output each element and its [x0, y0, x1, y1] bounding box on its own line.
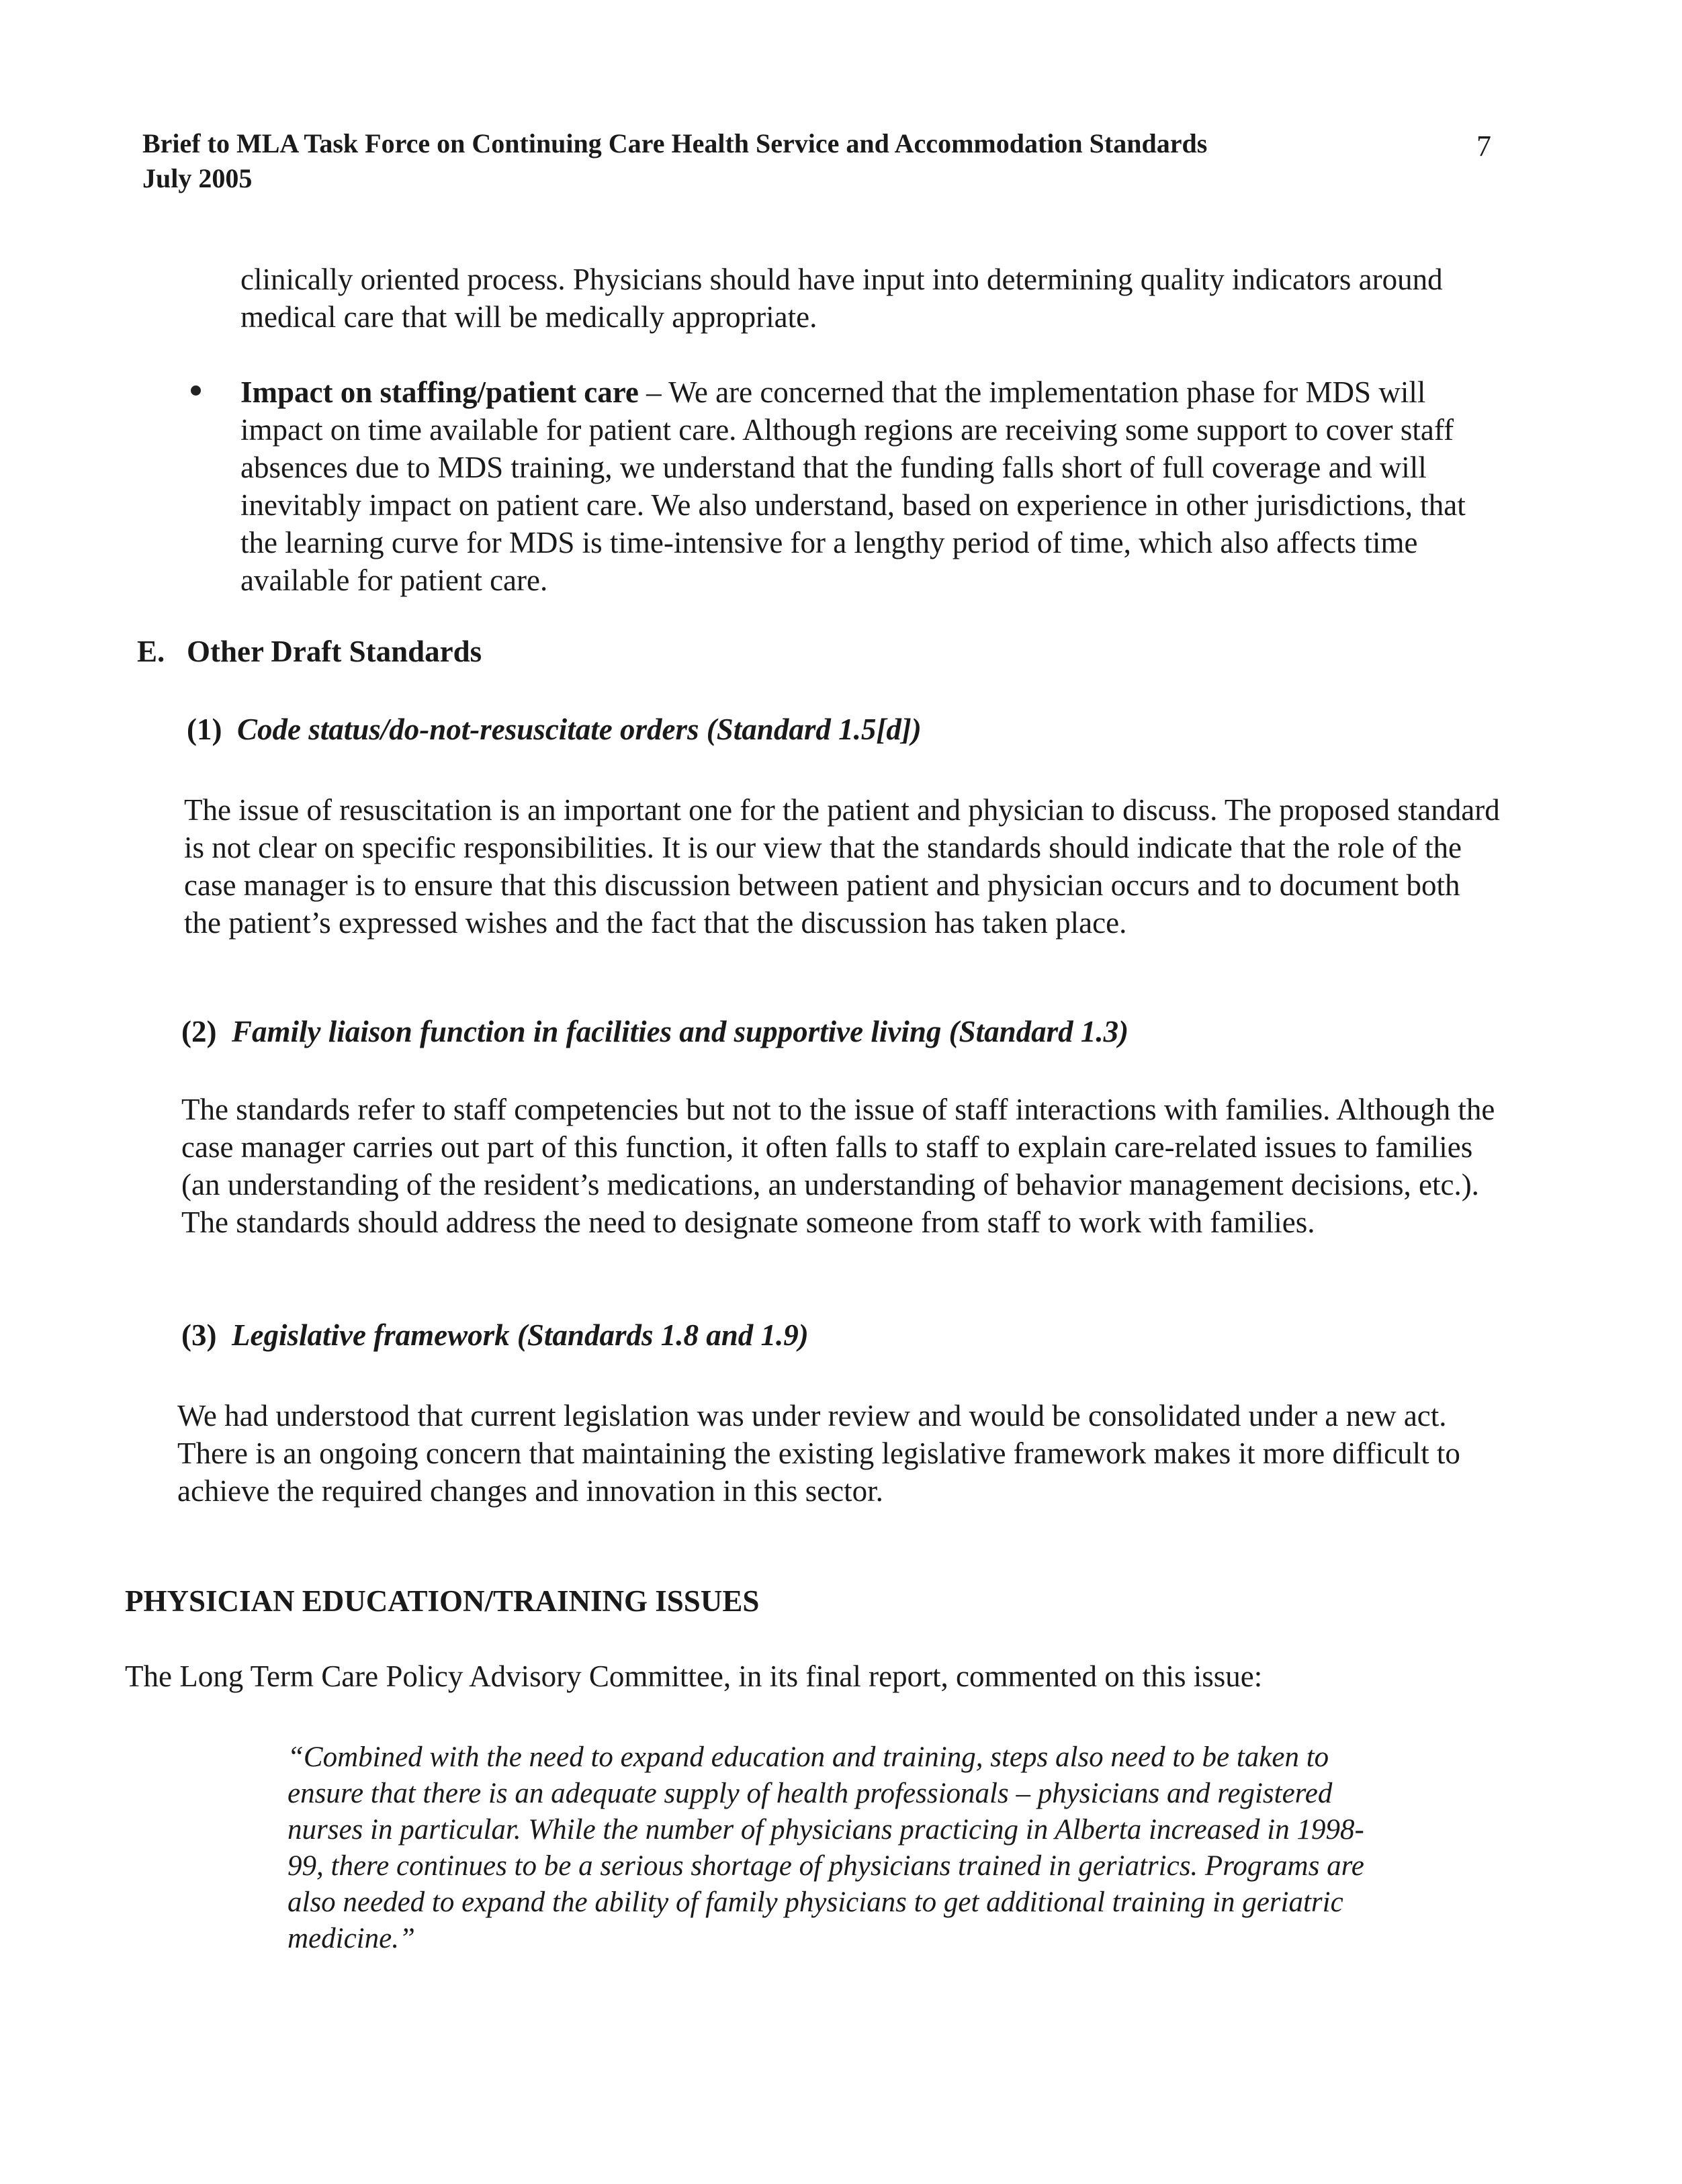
continued-paragraph: clinically oriented process. Physicians should have input into determining quality indicators around medical care that will be medically appropriate.: [240, 263, 1443, 334]
subsection-body-1: The issue of resuscitation is an important one for the patient and physician to discuss. The proposed standard is not clear on specific responsibilities. It is our view that the standards should indicate that the role of the case manager is to ensure that this discussion between patient and physician occurs and to document both the patient’s expressed wishes and the fact that the discussion has taken place.: [184, 793, 1500, 940]
subsection-heading-3: [181, 1318, 809, 1353]
section-heading-physician: PHYSICIAN EDUCATION/TRAINING ISSUES: [125, 1584, 760, 1618]
subsection-title: Code status/do-not-resuscitate orders (Standard 1.5[d]): [236, 713, 922, 746]
bullet-body: We are concerned that the implementation phase for MDS will impact on time available for patient care. Although regions are receiving some support to cover staff absences due to MDS training, we understand that the funding falls short of full coverage and will inevitably impact on patient care. We also understand, based on experience in other jurisdictions, that the learning curve for MDS is time-intensive for a lengthy period of time, which also affects time available for patient care.: [240, 375, 1466, 597]
section-heading-e: [137, 634, 482, 669]
subsection-title: Family liaison function in facilities and supportive living (Standard 1.3): [231, 1015, 1129, 1048]
bullet-heading: Impact on staffing/patient care: [240, 375, 639, 409]
subsection-number: (2): [181, 1015, 217, 1048]
physician-intro: The Long Term Care Policy Advisory Committee, in its final report, commented on this issue:: [125, 1659, 1263, 1693]
header-date: July 2005: [142, 163, 253, 193]
section-letter: E.: [137, 635, 165, 668]
subsection-number: (1): [187, 713, 222, 746]
header-title: Brief to MLA Task Force on Continuing Care Health Service and Accommodation Standards: [142, 128, 1208, 158]
section-title: Other Draft Standards: [187, 635, 482, 668]
subsection-number: (3): [181, 1318, 217, 1352]
page-number: 7: [1476, 130, 1491, 163]
block-quote: “Combined with the need to expand education and training, steps also need to be taken to ensure that there is an adequate supply of health professionals – physicians and registered nurses in particular. While the number of physicians practicing in Alberta increased in 1998-99, there continues to be a serious shortage of physicians trained in geriatrics. Programs are also needed to expand the ability of family physicians to get additional training in geriatric medicine.”: [287, 1741, 1364, 1954]
bullet-item-staffing: [240, 373, 1503, 599]
subsection-body-3: We had understood that current legislation was under review and would be consolidated under a new act. There is an ongoing concern that maintaining the existing legislative framework makes it more difficult to achieve the required changes and innovation in this sector.: [177, 1399, 1460, 1508]
subsection-heading-1: [187, 712, 922, 747]
subsection-body-2: The standards refer to staff competencies but not to the issue of staff interactions with families. Although the case manager carries out part of this function, it often falls to staff to explain care-related issues to families (an understanding of the resident’s medications, an understanding of behavior management decisions, etc.). The standards should address the need to designate someone from staff to work with families.: [181, 1093, 1495, 1239]
subsection-heading-2: [181, 1014, 1128, 1049]
running-header: [142, 126, 1526, 196]
bullet-separator: –: [638, 375, 669, 409]
subsection-title: Legislative framework (Standards 1.8 and 1.9): [231, 1318, 809, 1352]
bullet-icon: [191, 385, 201, 396]
